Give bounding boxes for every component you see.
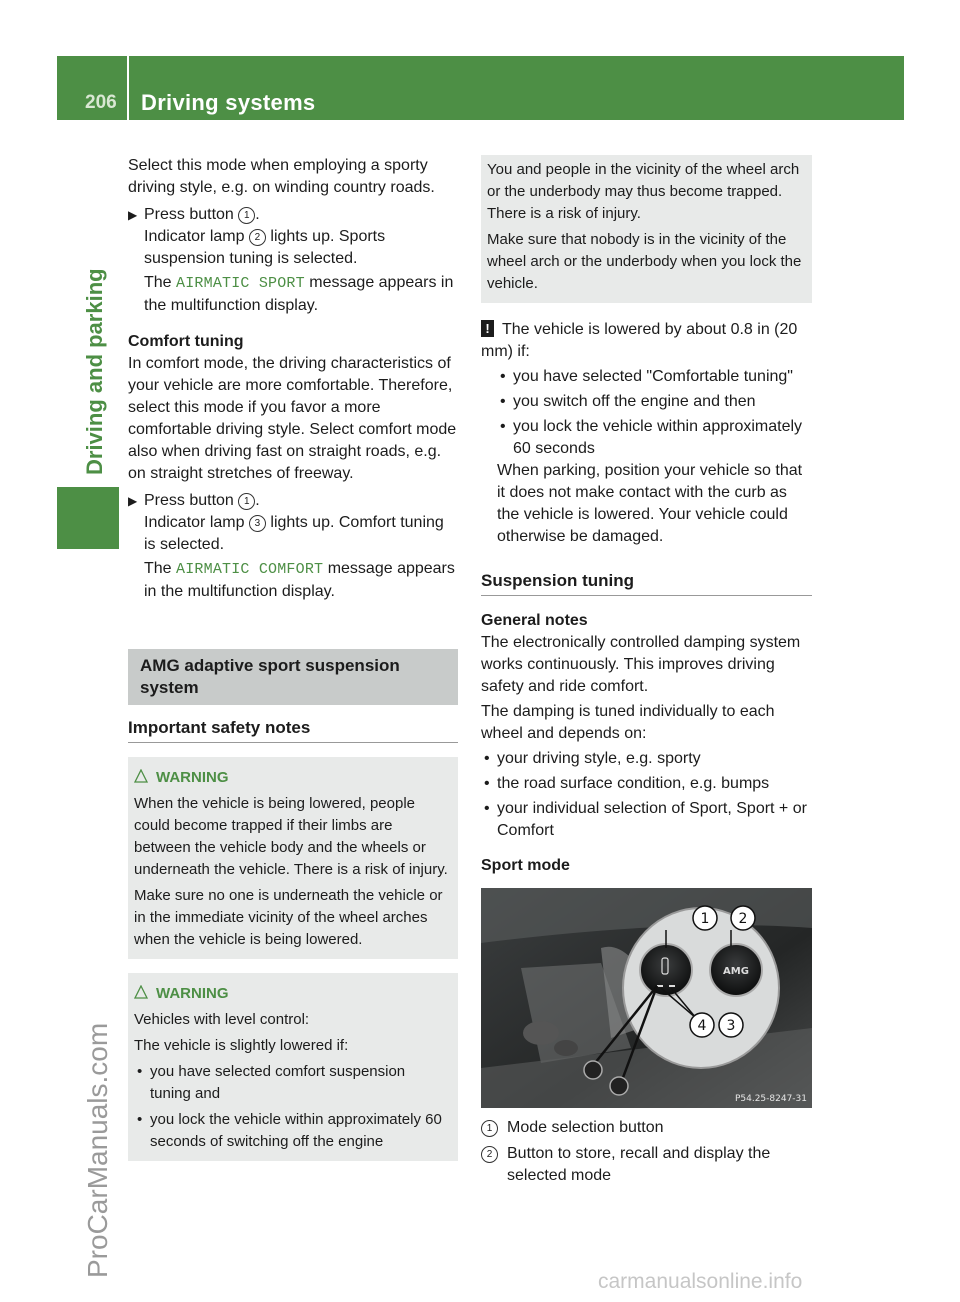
callout-2-icon [731, 906, 755, 930]
general-text: The electronically controlled damping system works continuously. This improves driving safety and ride comfort. [481, 634, 801, 695]
note-text: ! The vehicle is lowered by about 0.8 in (20 mm) if: [481, 321, 798, 360]
exclamation-icon: ! [481, 320, 494, 337]
left-column [128, 155, 458, 1161]
list-item: • you have selected comfort suspension tuning and [137, 1063, 406, 1102]
sport-mode-heading: Sport mode [481, 857, 570, 874]
suspension-heading: Suspension tuning [481, 570, 812, 596]
list-item: • you have selected "Comfortable tuning" [500, 368, 793, 385]
step-arrow-icon: ▶ [128, 208, 138, 222]
sport-message-text: The AIRMATIC SPORT message appears in the multifunction display. [144, 274, 454, 314]
center-console-photo [481, 888, 812, 1108]
note-after-text: When parking, position your vehicle so that it does not make contact with the curb as the vehicle is lowered. Your vehicle could otherwise be damaged. [497, 462, 803, 545]
callout-3-icon [719, 1013, 743, 1037]
callout-2-icon: 2 [481, 1146, 498, 1163]
display-message-code: AIRMATIC SPORT [176, 275, 305, 292]
header-divider [127, 56, 129, 120]
display-message-code: AIRMATIC COMFORT [176, 561, 324, 578]
legend-item-2: 2 Button to store, recall and display the selected mode [481, 1143, 812, 1187]
warning-text: Make sure no one is underneath the vehicle or in the immediate vicinity of the wheel arches when the vehicle is being lowered. [134, 887, 443, 948]
list-item: • the road surface condition, e.g. bumps [484, 775, 770, 792]
page-number: 206 [85, 92, 117, 113]
list-item: • you lock the vehicle within approximately 60 seconds of switching off the engine [137, 1111, 442, 1150]
warning-box-continued [481, 155, 812, 303]
svg-text:2: 2 [738, 911, 748, 927]
list-item: • your driving style, e.g. sporty [484, 750, 701, 767]
amg-button-label: AMG [723, 966, 749, 977]
svg-text:3: 3 [726, 1018, 736, 1034]
general-heading: General notes [481, 612, 588, 629]
svg-text:1: 1 [700, 911, 710, 927]
callout-1-icon: 1 [481, 1120, 498, 1137]
callout-4-icon [690, 1013, 714, 1037]
footer-watermark: carmanualsonline.info [598, 1270, 803, 1293]
warning-text: Make sure that nobody is in the vicinity of the wheel arch or the underbody when you lock the vehicle. [487, 231, 802, 292]
callout-3-icon: 3 [249, 515, 266, 532]
list-item: • you lock the vehicle within approximately 60 seconds [500, 418, 803, 457]
svg-text:4: 4 [697, 1018, 707, 1034]
console-illustration [481, 888, 812, 1108]
warning-title: WARNING [134, 767, 450, 789]
warning-title: WARNING [134, 983, 450, 1005]
warning-box-1 [128, 757, 458, 959]
note-list [481, 366, 812, 548]
intro-text: Select this mode when employing a sporty driving style, e.g. on winding country roads. [128, 157, 435, 196]
sport-lamp-text: Indicator lamp 2 lights up. Sports suspension tuning is selected. [144, 228, 386, 267]
list-item: • your individual selection of Sport, Sport + or Comfort [484, 800, 807, 839]
callout-1-icon: 1 [238, 493, 255, 510]
comfort-heading: Comfort tuning [128, 333, 244, 350]
step-arrow-icon: ▶ [128, 494, 138, 508]
warning-text: Vehicles with level control: [134, 1011, 310, 1028]
comfort-text: In comfort mode, the driving characteristics of your vehicle are more comfortable. Therefore, select this mode if you favor a more comfortable driving style. Select comfort mode also when driving fast on straight roads, e.g. on straight stretches of freeway. [128, 355, 457, 482]
warning-text: You and people in the vicinity of the wheel arch or the underbody may thus become trapped. There is a risk of injury. [487, 161, 800, 222]
legend-item-1: 1 Mode selection button [481, 1117, 812, 1139]
comfort-message-text: The AIRMATIC COMFORT message appears in the multifunction display. [144, 560, 455, 600]
callout-2-icon: 2 [249, 229, 266, 246]
side-tab-label: Driving and parking [82, 268, 107, 475]
section-title: AMG adaptive sport suspension system [128, 649, 458, 705]
warning-text: When the vehicle is being lowered, people could become trapped if their limbs are between the vehicle body and the wheels or underneath the vehicle. There is a risk of injury. [134, 795, 448, 878]
sport-step: ▶ Press button 1 . [128, 204, 458, 226]
list-item: • you switch off the engine and then [500, 393, 756, 410]
warning-triangle-icon [134, 769, 148, 783]
callout-1-icon [693, 906, 717, 930]
warning-triangle-icon [134, 985, 148, 999]
warning-box-2 [128, 973, 458, 1161]
right-column [481, 155, 812, 1187]
warning-text: The vehicle is slightly lowered if: [134, 1037, 349, 1054]
safety-heading: Important safety notes [128, 717, 458, 743]
general-text: The damping is tuned individually to each wheel and depends on: [481, 703, 775, 742]
comfort-lamp-text: Indicator lamp 3 lights up. Comfort tuning is selected. [144, 514, 444, 553]
callout-1-icon: 1 [238, 207, 255, 224]
comfort-step: ▶ Press button 1 . [128, 490, 458, 512]
page-title: Driving systems [141, 90, 316, 115]
photo-reference: P54.25-8247-31 [734, 1094, 807, 1104]
